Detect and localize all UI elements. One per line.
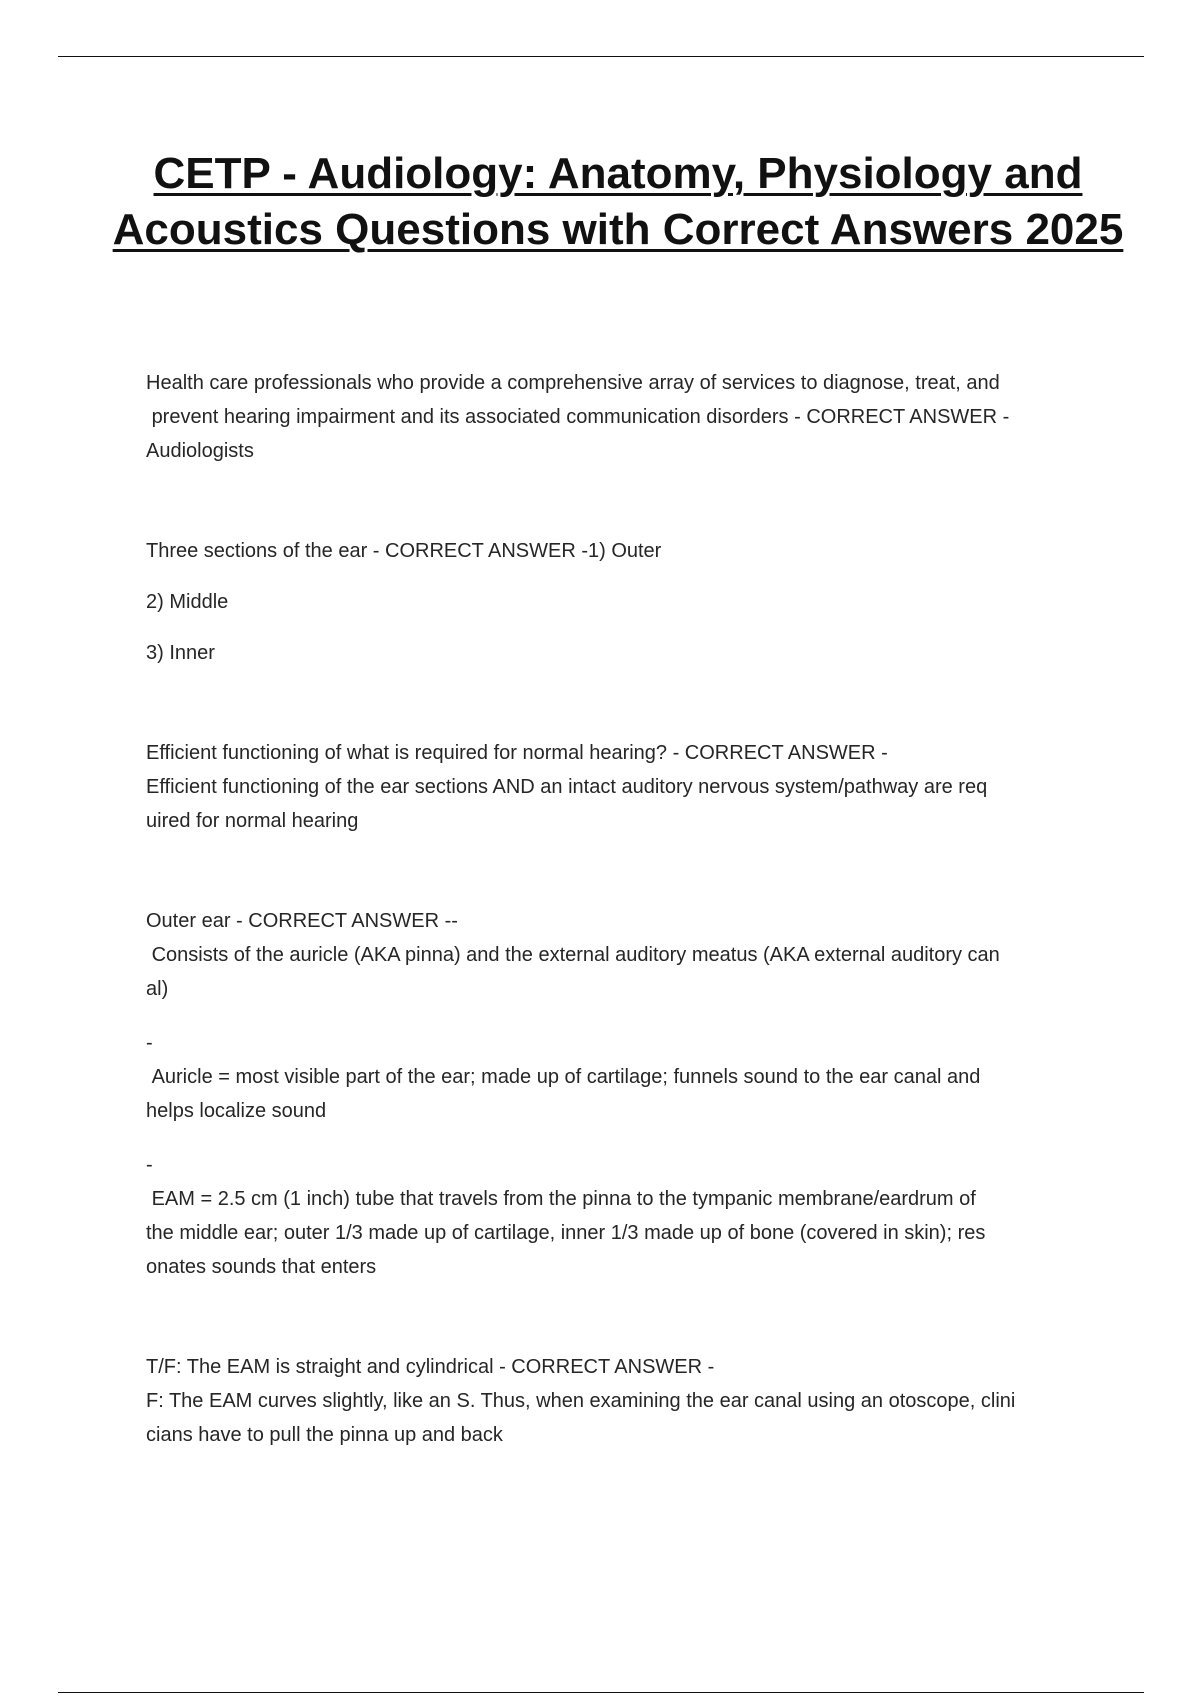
qa-dash: -: [146, 1032, 153, 1054]
qa-line: EAM = 2.5 cm (1 inch) tube that travels from the pinna to the tympanic membrane/eardrum of: [146, 1188, 976, 1210]
qa-line: onates sounds that enters: [146, 1256, 377, 1278]
qa-item-eam-shape: [146, 1350, 1096, 1452]
footer-rule: [58, 1692, 1144, 1693]
qa-dash: -: [146, 1154, 153, 1176]
qa-item-ear-sections: [146, 534, 1096, 670]
qa-line: helps localize sound: [146, 1100, 327, 1122]
qa-line: cians have to pull the pinna up and back: [146, 1424, 503, 1446]
qa-item-outer-ear: [146, 904, 1096, 1284]
qa-line: prevent hearing impairment and its associated communication disorders - CORRECT ANSWER -: [146, 406, 1010, 428]
qa-line: Consists of the auricle (AKA pinna) and the external auditory meatus (AKA external auditory can: [146, 944, 1000, 966]
qa-line: F: The EAM curves slightly, like an S. Thus, when examining the ear canal using an otoscope, clini: [146, 1390, 1016, 1412]
qa-item-audiologists: [146, 366, 1096, 468]
qa-line: Three sections of the ear - CORRECT ANSWER -1) Outer: [146, 540, 662, 562]
document-body: [146, 366, 1096, 1452]
qa-line: Audiologists: [146, 440, 254, 462]
qa-line: Outer ear - CORRECT ANSWER --: [146, 910, 458, 932]
header-rule: [58, 56, 1144, 57]
qa-line: the middle ear; outer 1/3 made up of cartilage, inner 1/3 made up of bone (covered in skin); res: [146, 1222, 986, 1244]
qa-line: uired for normal hearing: [146, 810, 359, 832]
qa-line: Efficient functioning of what is required for normal hearing? - CORRECT ANSWER -: [146, 742, 888, 764]
qa-line: 3) Inner: [146, 642, 215, 664]
qa-line: T/F: The EAM is straight and cylindrical - CORRECT ANSWER -: [146, 1356, 715, 1378]
qa-line: Efficient functioning of the ear sections AND an intact auditory nervous system/pathway are req: [146, 776, 988, 798]
document-title: CETP - Audiology: Anatomy, Physiology and Acoustics Questions with Correct Answers 2025: [112, 149, 1124, 254]
qa-line: al): [146, 978, 169, 1000]
qa-line: 2) Middle: [146, 591, 229, 613]
qa-line: Auricle = most visible part of the ear; made up of cartilage; funnels sound to the ear canal and: [146, 1066, 981, 1088]
qa-item-normal-hearing: [146, 736, 1096, 838]
qa-line: Health care professionals who provide a comprehensive array of services to diagnose, treat, and: [146, 372, 1000, 394]
